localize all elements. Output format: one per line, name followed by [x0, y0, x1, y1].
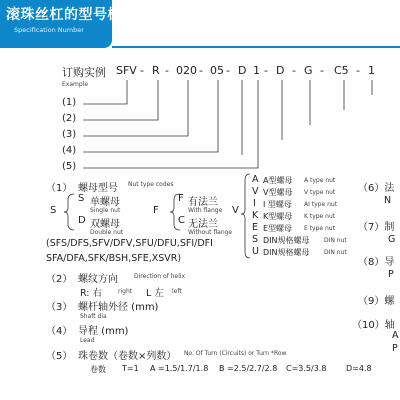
- right-6b: N: [384, 195, 392, 206]
- series-line-2: SFA/DFA,SFK/BSH,SFE,XSVR): [46, 253, 182, 264]
- header-subtitle: Specification Number: [14, 26, 84, 34]
- right-8: （8）导: [358, 257, 395, 268]
- nut-code-u: U: [252, 246, 259, 257]
- right-10: （10）轴: [352, 320, 395, 331]
- shaft-num: （3）: [46, 302, 73, 313]
- f-letter: F: [178, 193, 184, 204]
- nut-type-title-en: Nut type codes: [128, 181, 174, 188]
- shaft-title-en: Shaft dia: [80, 313, 107, 320]
- helix-right-en: right: [118, 288, 133, 295]
- turns-c: C=3.5/3.8: [286, 364, 327, 373]
- nut-type-num: （1）: [46, 183, 73, 194]
- lead-num: （4）: [46, 326, 73, 337]
- right-10c: P: [392, 343, 398, 354]
- nut-en-k: K type nut: [304, 213, 336, 220]
- turns-title-en: No. Of Turn (Circuits) or Turn *Row: [184, 350, 287, 357]
- without-flange-en: Without flange: [188, 229, 233, 236]
- nut-cn-u: DIN规格螺母: [263, 248, 310, 257]
- leader-3: [83, 80, 188, 136]
- nut-code-v: V: [252, 186, 259, 197]
- turns-row-label: 卷数: [90, 365, 106, 374]
- code-020: 020: [176, 64, 197, 77]
- ref-2: (2): [62, 113, 77, 124]
- helix-num: （2）: [46, 274, 73, 285]
- nut-list-v: V: [232, 205, 239, 216]
- leader-1: [83, 80, 127, 104]
- code-dash: -: [199, 64, 203, 77]
- right-7: （7）制: [358, 222, 395, 233]
- code-dash: -: [165, 64, 169, 77]
- shaft-title: 螺杆轴外径 (mm): [78, 302, 159, 313]
- helix-left-en: left: [172, 288, 182, 295]
- code-dash: -: [356, 64, 360, 77]
- ref-1: (1): [62, 97, 77, 108]
- code-g: G: [304, 64, 313, 77]
- turns-a: A =1.5/1.7/1.8: [150, 364, 209, 373]
- code-1b: 1: [368, 64, 375, 77]
- lead-title: 导程 (mm): [78, 326, 129, 337]
- nut-en-u: DIN nut: [324, 249, 347, 256]
- single-nut-en: Single nut: [90, 207, 121, 214]
- right-10b: A: [392, 330, 399, 341]
- series-line-1: (SFS/DFS,SFV/DFV,SFU/DFU,SFI/DFI: [46, 238, 213, 249]
- turns-d: D=4.8: [346, 364, 372, 373]
- nut-en-i: AI type nut: [304, 201, 338, 208]
- code-05: 05: [210, 64, 224, 77]
- helix-title-en: Direction of helix: [134, 273, 186, 280]
- turns-t: T=1: [122, 364, 139, 373]
- d-letter: D: [78, 215, 86, 226]
- nut-en-a: A type nut: [304, 177, 336, 184]
- code-dash: -: [264, 64, 268, 77]
- nut-code-a: A: [252, 174, 259, 185]
- c-letter: C: [178, 215, 185, 226]
- right-6: （6）法: [358, 183, 395, 194]
- lead-title-en: Lead: [80, 337, 95, 344]
- nut-en-s: DIN nut: [324, 237, 347, 244]
- example-label-en: Example: [62, 81, 89, 88]
- helix-title: 螺纹方向: [78, 274, 118, 285]
- helix-right: R: 右: [80, 288, 103, 299]
- nut-en-e: E type nut: [304, 225, 335, 232]
- right-8b: P: [388, 269, 394, 280]
- example-label: 订购实例: [62, 66, 106, 79]
- single-nut: 单螺母: [90, 197, 120, 208]
- code-dash: -: [320, 64, 324, 77]
- code-d: D: [238, 64, 247, 77]
- code-sfv: SFV: [116, 64, 137, 77]
- nut-type-title: 螺母型号: [78, 183, 118, 194]
- s-letter-outer: S: [50, 205, 57, 216]
- code-dash: -: [140, 64, 144, 77]
- ref-5: (5): [62, 161, 77, 172]
- code-d2: D: [276, 64, 285, 77]
- code-r: R: [152, 64, 160, 77]
- header-title: 滚珠丝杠的型号标注: [6, 7, 137, 23]
- nut-code-e: E: [252, 222, 259, 233]
- nut-code-i: I: [253, 198, 256, 209]
- leader-2: [83, 80, 158, 120]
- nut-code-s: S: [252, 234, 259, 245]
- nut-code-k: K: [252, 210, 259, 221]
- turns-num: （5）: [46, 351, 73, 362]
- ref-4: (4): [62, 145, 77, 156]
- f-letter-outer: F: [153, 205, 159, 216]
- turns-title: 珠卷数（卷数×列数）: [78, 351, 177, 362]
- s-letter: S: [78, 193, 85, 204]
- nut-cn-k: K型螺母: [263, 212, 293, 221]
- brace-sd: [60, 192, 80, 232]
- nut-cn-i: I 型螺母: [263, 200, 292, 209]
- nut-cn-a: A型螺母: [263, 176, 293, 185]
- double-nut-en: Double nut: [90, 229, 124, 236]
- helix-left: L 左: [146, 288, 164, 299]
- ref-3: (3): [62, 129, 77, 140]
- nut-cn-s: DIN规格螺母: [263, 236, 310, 245]
- code-c5: C5: [334, 64, 349, 77]
- right-9: （9）螺: [358, 296, 395, 307]
- with-flange-en: With flange: [188, 207, 223, 214]
- leader-4: [83, 80, 218, 152]
- code-1: 1: [253, 64, 260, 77]
- nut-cn-e: E型螺母: [263, 224, 293, 233]
- with-flange: 有法兰: [188, 197, 218, 208]
- code-dash: -: [226, 64, 230, 77]
- turns-b: B =2.5/2.7/2.8: [219, 364, 278, 373]
- code-dash: -: [292, 64, 296, 77]
- without-flange: 无法兰: [188, 219, 218, 230]
- nut-en-v: V type nut: [304, 189, 336, 196]
- right-7b: G: [388, 234, 396, 245]
- nut-cn-v: V型螺母: [263, 188, 293, 197]
- double-nut: 双螺母: [90, 219, 120, 230]
- leader-5: [83, 80, 258, 168]
- leader-lines: [0, 0, 400, 175]
